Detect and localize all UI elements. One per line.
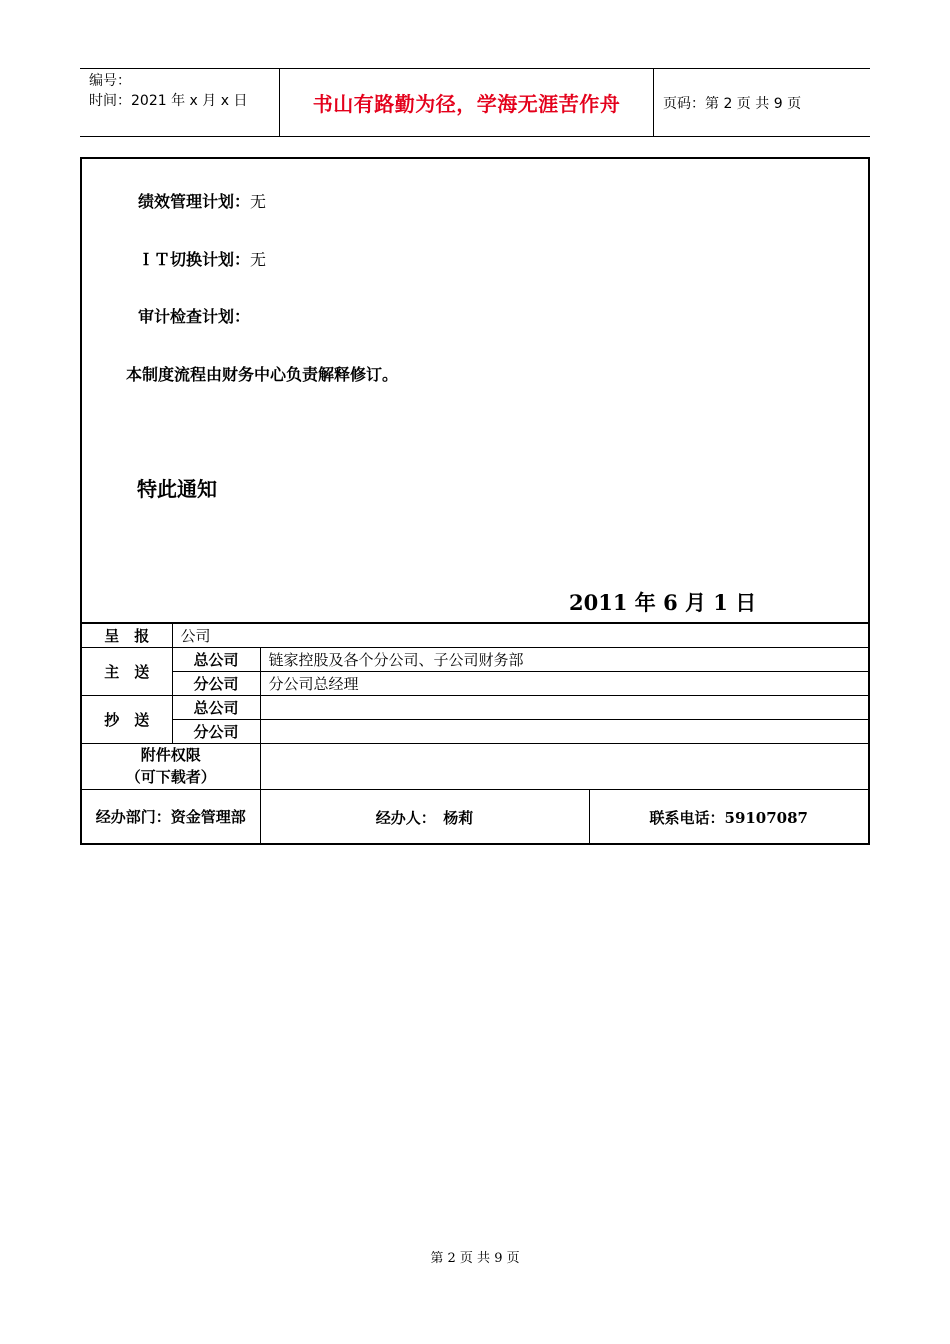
plan-line-performance <box>138 189 266 212</box>
header-motto: 书山有路勤为径，学海无涯苦作舟 <box>280 69 654 136</box>
table-row <box>82 671 868 695</box>
table-row <box>82 743 868 789</box>
notice-form <box>80 157 870 845</box>
plan-value: 无 <box>250 192 267 211</box>
header-meta <box>80 69 280 136</box>
table-row <box>82 719 868 743</box>
cc-head-value <box>260 695 868 719</box>
cc-branch-value <box>260 719 868 743</box>
report-value: 公司 <box>172 623 868 647</box>
branch-label: 分公司 <box>172 671 260 695</box>
number-label: 编号： <box>89 73 131 89</box>
main-head-value: 链家控股及各个分公司、子公司财务部 <box>260 647 868 671</box>
page-footer: 第 2 页 共 9 页 <box>430 1251 520 1266</box>
statement: 本制度流程由财务中心负责解释修订。 <box>126 365 399 384</box>
notice-closing: 特此通知 <box>137 477 217 501</box>
branch-label: 分公司 <box>172 719 260 743</box>
report-label: 呈 报 <box>82 623 172 647</box>
plan-line-audit <box>138 304 250 327</box>
plan-label: ＩＴ切换计划： <box>138 250 251 269</box>
attachment-permission-label <box>82 743 260 789</box>
plan-line-it <box>138 247 266 270</box>
department-label: 经办部门：资金管理部 <box>82 789 260 845</box>
main-recipient-label: 主 送 <box>82 647 172 695</box>
table-row <box>82 623 868 647</box>
distribution-table <box>82 622 868 845</box>
table-row <box>82 647 868 671</box>
table-row <box>82 789 868 845</box>
time-label: 时间：2021 年 x 月 x 日 <box>89 93 248 109</box>
attachment-label-line: 附件权限 <box>140 746 201 764</box>
attachment-permission-value <box>260 743 868 789</box>
page-header <box>80 68 870 137</box>
main-branch-value: 分公司总经理 <box>260 671 868 695</box>
cc-label: 抄 送 <box>82 695 172 743</box>
plan-label: 审计检查计划： <box>138 307 251 326</box>
attachment-label-line: （可下载者） <box>125 768 216 786</box>
phone-label: 联系电话：59107087 <box>589 789 868 845</box>
notice-body <box>82 159 868 622</box>
issue-date: 2011 年 6 月 1 日 <box>569 590 757 615</box>
header-page-info: 页码：第 2 页 共 9 页 <box>663 95 802 112</box>
plan-value: 无 <box>250 250 267 269</box>
plan-label: 绩效管理计划： <box>138 192 251 211</box>
head-office-label: 总公司 <box>172 647 260 671</box>
head-office-label: 总公司 <box>172 695 260 719</box>
table-row <box>82 695 868 719</box>
handler-label: 经办人： 杨莉 <box>260 789 589 845</box>
